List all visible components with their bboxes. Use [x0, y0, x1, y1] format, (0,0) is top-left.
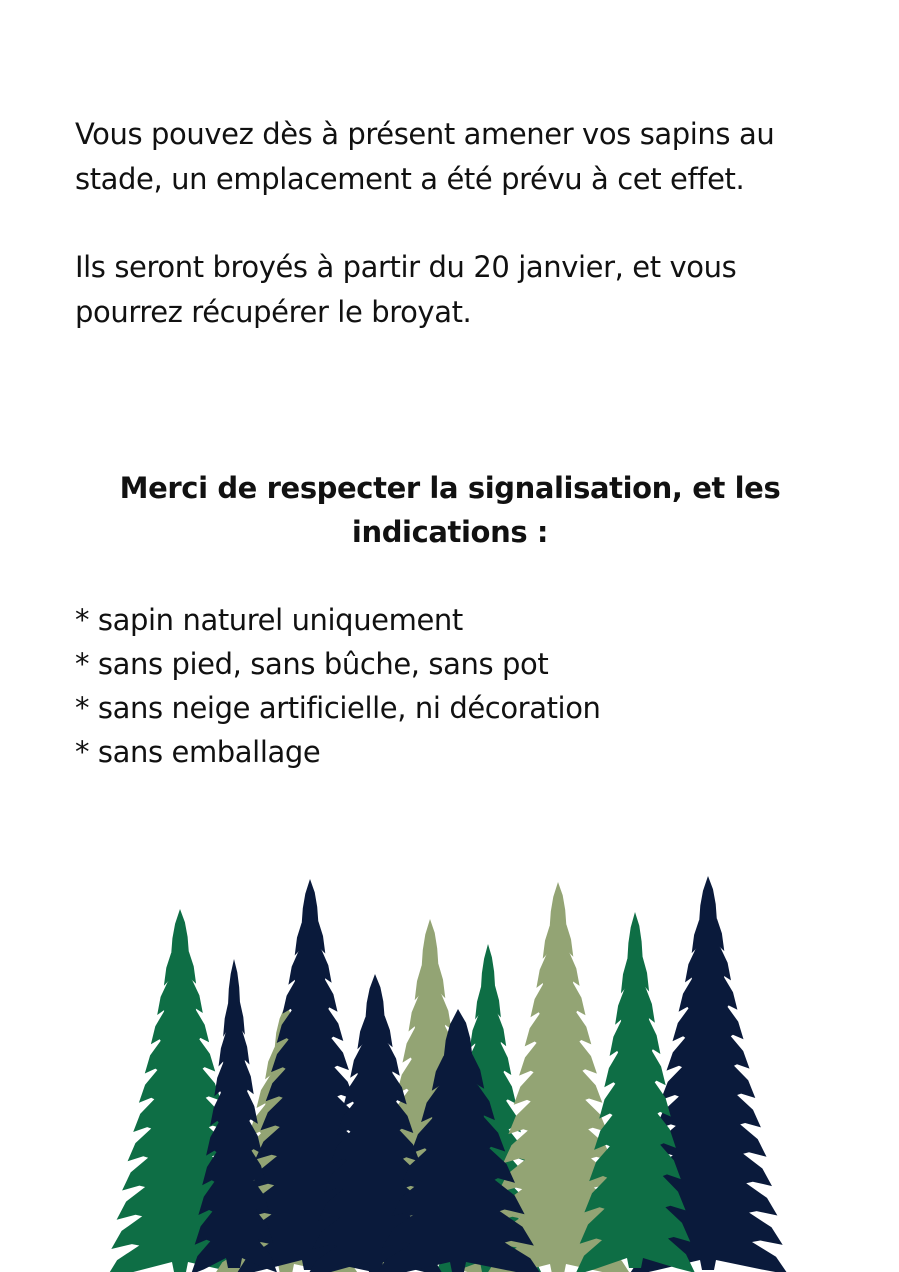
intro-paragraph-drop-off: Vous pouvez dès à présent amener vos sapins au stade, un emplacement a été prévu à cet effet. [75, 117, 775, 196]
rules-list [75, 598, 835, 774]
rule-item: * sapin naturel uniquement [75, 603, 463, 637]
rule-item: * sans emballage [75, 735, 321, 769]
notice-heading: Merci de respecter la signalisation, et les indications : [119, 471, 781, 549]
rule-item: * sans pied, sans bûche, sans pot [75, 647, 549, 681]
rule-item: * sans neige artificielle, ni décoration [75, 691, 601, 725]
pine-forest-illustration [0, 870, 899, 1272]
intro-text [75, 112, 835, 378]
intro-paragraph-mulch: Ils seront broyés à partir du 20 janvier, et vous pourrez récupérer le broyat. [75, 250, 737, 329]
